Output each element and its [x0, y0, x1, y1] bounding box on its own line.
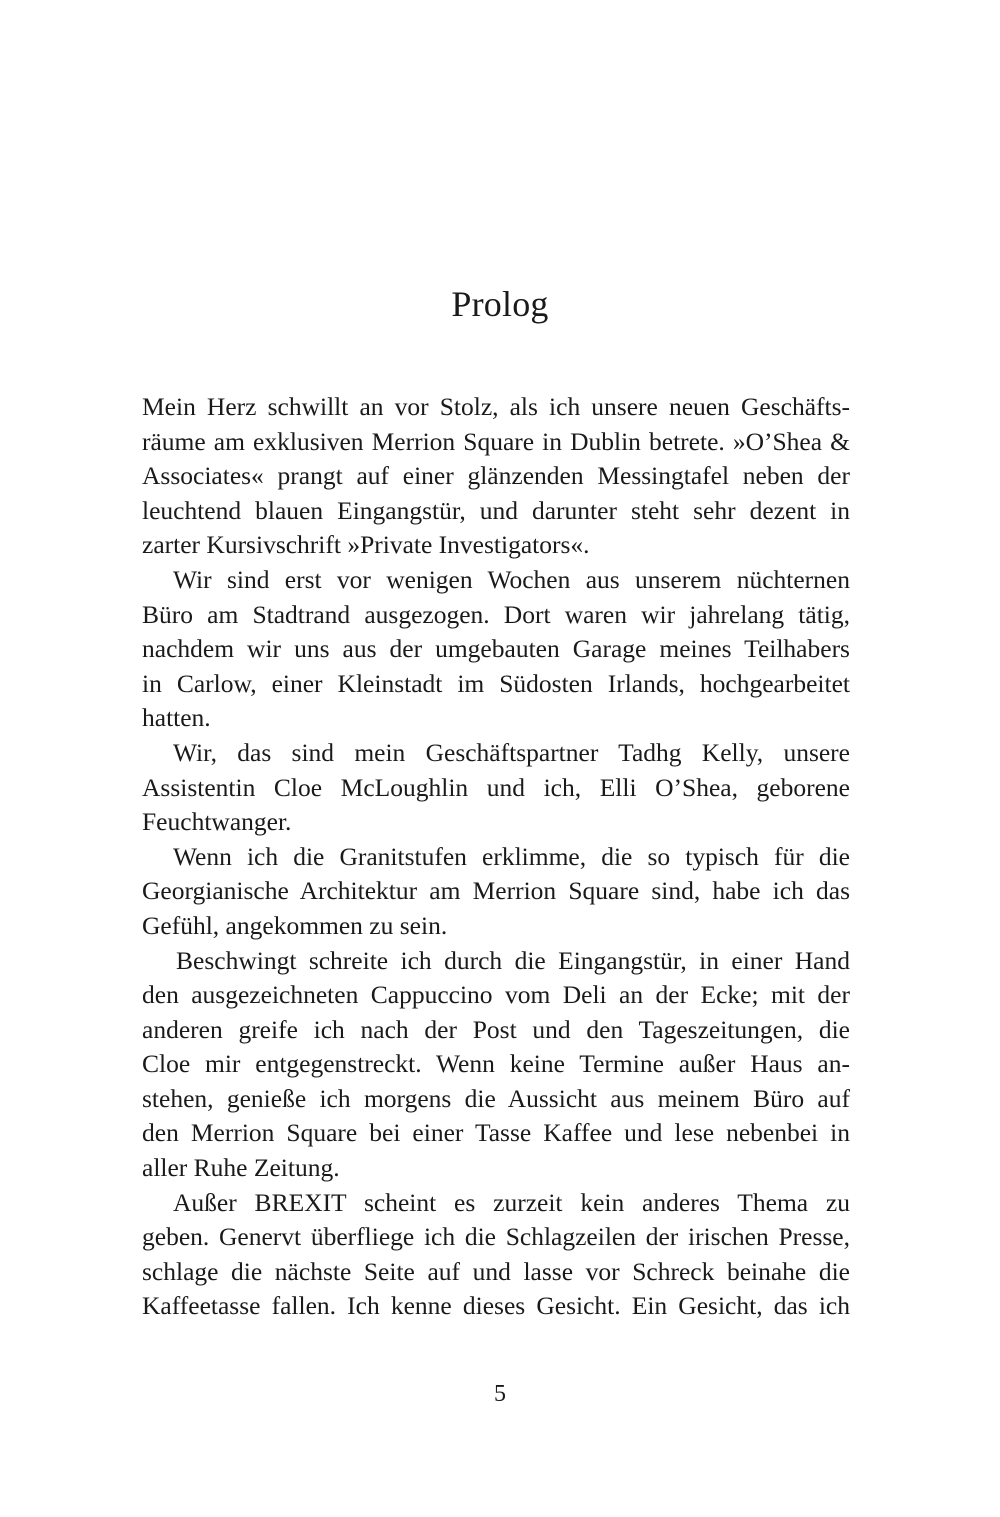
text-line: Associates« prangt auf einer glänzenden Messingtafel neben der: [142, 461, 850, 491]
text-line: den Merrion Square bei einer Tasse Kaffee und lese nebenbei in: [142, 1118, 850, 1148]
text-line: Cloe mir entgegenstreckt. Wenn keine Termine außer Haus an-: [142, 1049, 850, 1079]
text-line: Assistentin Cloe McLoughlin und ich, Elli O’Shea, geborene: [142, 772, 850, 802]
text-line: räume am exklusiven Merrion Square in Dublin betrete. »O’Shea &: [142, 426, 850, 456]
page-number: 5: [494, 1381, 506, 1407]
text-line: Büro am Stadtrand ausgezogen. Dort waren wir jahrelang tätig,: [142, 599, 850, 629]
text-line: Wir, das sind mein Geschäftspartner Tadhg Kelly, unsere: [173, 737, 850, 767]
text-line: Mein Herz schwillt an vor Stolz, als ich unsere neuen Geschäfts-: [142, 392, 850, 421]
text-line: Wenn ich die Granitstufen erklimme, die so typisch für die: [173, 841, 850, 871]
text-line: Feuchtwanger.: [142, 807, 292, 837]
text-line: leuchtend blauen Eingangstür, und darunter steht sehr dezent in: [142, 495, 850, 525]
text-line: Wir sind erst vor wenigen Wochen aus unserem nüchternen: [173, 564, 850, 594]
text-line: stehen, genieße ich morgens die Aussicht aus meinem Büro auf: [142, 1083, 850, 1113]
text-line: den ausgezeichneten Cappuccino vom Deli an der Ecke; mit der: [142, 980, 850, 1010]
text-line: geben. Genervt überfliege ich die Schlagzeilen der irischen Presse,: [142, 1222, 850, 1252]
text-line: nachdem wir uns aus der umgebauten Garage meines Teilhabers: [142, 634, 850, 664]
chapter-title: Prolog: [451, 284, 549, 324]
text-line: hatten.: [142, 703, 211, 733]
text-line: anderen greife ich nach der Post und den Tageszeitungen, die: [142, 1014, 850, 1044]
text-line: in Carlow, einer Kleinstadt im Südosten Irlands, hochgearbeitet: [142, 668, 850, 698]
text-line: Kaffeetasse fallen. Ich kenne dieses Gesicht. Ein Gesicht, das ich: [142, 1291, 850, 1321]
text-line: schlage die nächste Seite auf und lasse vor Schreck beinahe die: [142, 1256, 850, 1286]
text-line: Gefühl, angekommen zu sein.: [142, 910, 448, 940]
text-line: Georgianische Architektur am Merrion Square sind, habe ich das: [142, 876, 850, 906]
text-line: Beschwingt schreite ich durch die Eingangstür, in einer Hand: [176, 945, 850, 975]
body-text: [142, 390, 850, 1324]
text-line: aller Ruhe Zeitung.: [142, 1153, 340, 1183]
text-line: Außer BREXIT scheint es zurzeit kein anderes Thema zu: [173, 1187, 850, 1217]
text-line: zarter Kursivschrift »Private Investigators«.: [142, 530, 590, 560]
